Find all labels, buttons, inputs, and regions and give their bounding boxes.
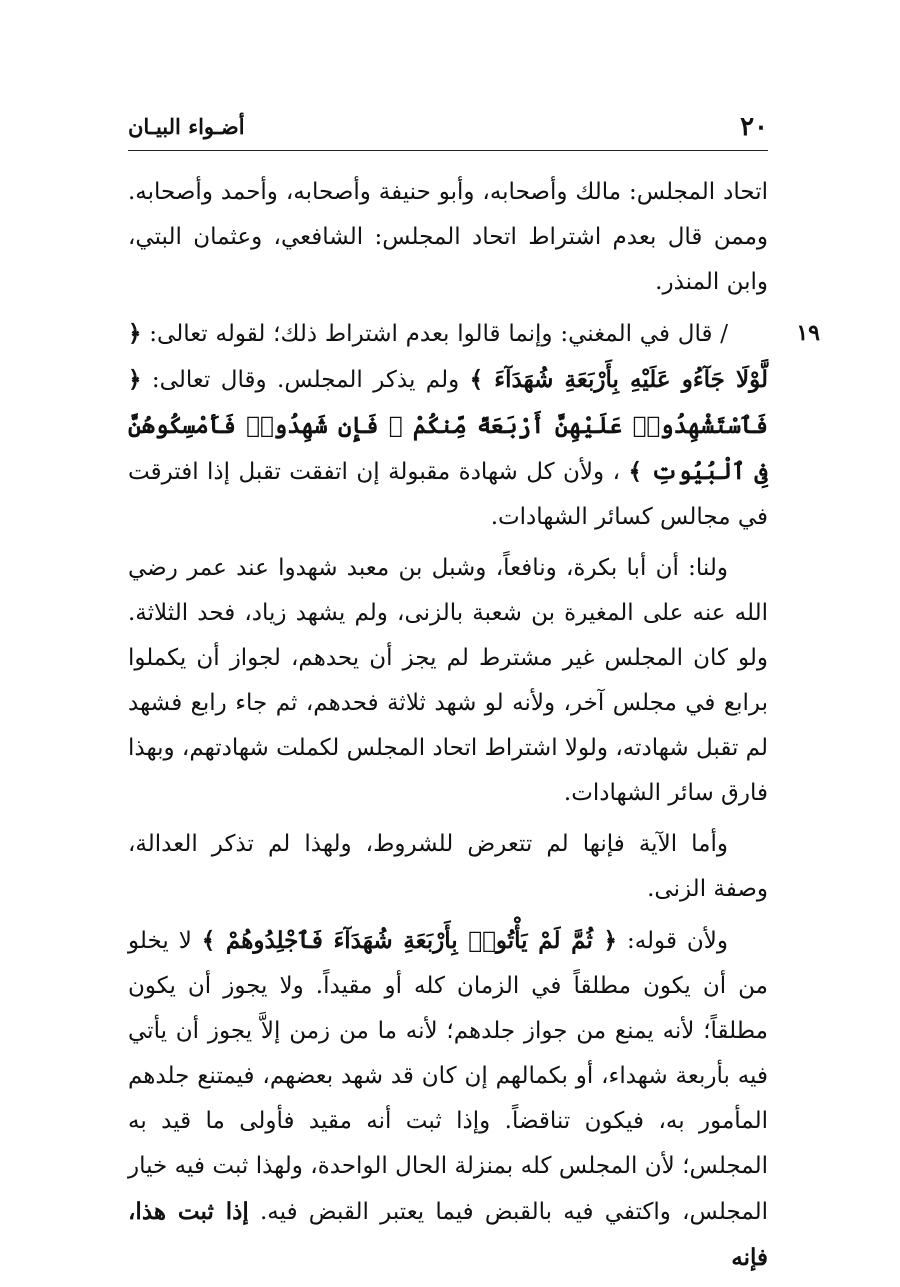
paragraph-5-text-b: لا يخلو من أن يكون مطلقاً في الزمان كله أو مقيداً. ولا يجوز أن يكون مطلقاً؛ لأنه يمنع من جواز جلدهم؛ لأنه ما من زمن إلاَّ يجوز أن يأتي فيه بأربعة شهداء، أو بكمالهم إن كان قد شهد بعضهم، فيمتنع جلدهم المأمور به، فيكون تناقضاً. وإذا ثبت أنه مقيد فأولى ما قيد به المجلس؛ لأن المجلس كله بمنزلة الحال الواحدة، ولهذا ثبت فيه خيار المجلس، واكتفي فيه بالقبض فيما يعتبر القبض فيه.: [128, 928, 769, 1225]
quran-verse-2: ﴿ فَٱسْتَشْهِدُوا۟ عَلَيْهِنَّ أَرْبَعَةً مِّنكُمْ ۖ فَإِن شَهِدُوا۟ فَأَمْسِكُوهُنَّ فِى ٱلْبُيُوتِ ﴾: [128, 366, 768, 485]
paragraph-5-text-a: ولأن قوله:: [626, 928, 728, 954]
running-title: أضـواء البيـان: [128, 114, 245, 139]
margin-number: ١٩: [796, 320, 820, 346]
paragraph-1: اتحاد المجلس: مالك وأصحابه، وأبو حنيفة وأصحابه، وأحمد وأصحابه. وممن قال بعدم اشتراط اتحاد المجلس: الشافعي، وعثمان البتي، وابن المنذر.: [128, 179, 768, 295]
page-header: [128, 110, 768, 144]
page-body: [128, 170, 820, 1287]
paragraph-2-text-c: ، ولأن كل شهادة مقبولة إن اتفقت تقبل إذا افترقت في مجالس كسائر الشهادات.: [128, 459, 768, 530]
paragraph-5-text-c: إذا ثبت هذا، فإنه: [128, 1198, 768, 1271]
paragraph-4: وأما الآية فإنها لم تتعرض للشروط، ولهذا لم تذكر العدالة، وصفة الزنى.: [128, 831, 768, 902]
paragraph-3: ولنا: أن أبا بكرة، ونافعاً، وشبل بن معبد شهدوا عند عمر رضي الله عنه على المغيرة بن شعبة بالزنى، ولم يشهد زياد، فحد الثلاثة. ولو كان المجلس غير مشترط لم يجز أن يحدهم، لجواز أن يكملوا برابع في مجلس آخر، ولأنه لو شهد ثلاثة فحدهم، ثم جاء رابع فشهد لم تقبل شهادته، ولولا اشتراط اتحاد المجلس لكملت شهادتهم، وبهذا فارق سائر الشهادات.: [128, 555, 768, 806]
header-divider: [128, 150, 768, 151]
paragraph-2: [128, 311, 820, 540]
paragraph-2-text-a: / قال في المغني: وإنما قالوا بعدم اشتراط ذلك؛ لقوله تعالى:: [149, 321, 728, 347]
paragraph-5: [128, 918, 768, 1281]
paragraph-2-text-b: ولم يذكر المجلس. وقال تعالى:: [151, 367, 460, 393]
quran-verse-1: ﴿ لَّوْلَا جَآءُو عَلَيْهِ بِأَرْبَعَةِ شُهَدَآءَ ﴾: [128, 320, 769, 393]
page-number: ٢٠: [740, 112, 768, 142]
quran-verse-3: ﴿ ثُمَّ لَمْ يَأْتُوا۟ بِأَرْبَعَةِ شُهَدَآءَ فَٱجْلِدُوهُمْ ﴾: [201, 927, 618, 954]
